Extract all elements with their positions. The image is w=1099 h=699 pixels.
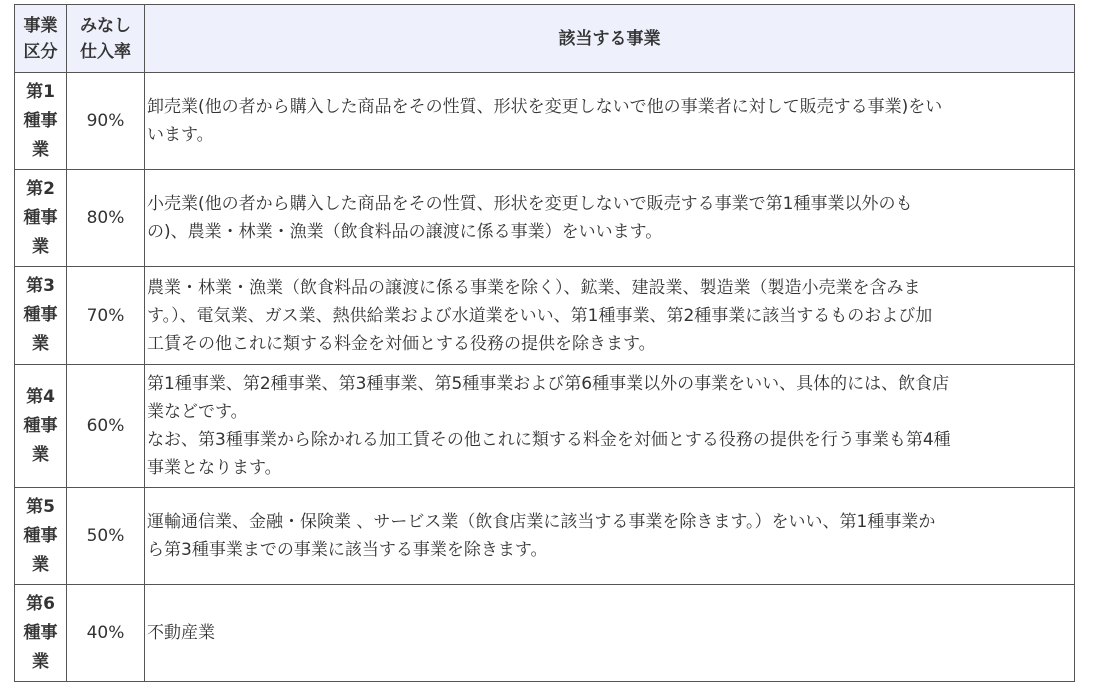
header-rate-line: 仕入率 bbox=[80, 41, 131, 62]
description-line: 不動産業 bbox=[147, 623, 215, 643]
description-cell bbox=[145, 170, 1075, 267]
header-business-category bbox=[15, 5, 67, 73]
rate-cell: 80% bbox=[67, 170, 145, 267]
rate-cell: 70% bbox=[67, 267, 145, 365]
table-header-row bbox=[15, 5, 1075, 73]
description-line: す。）、電気業、ガス業、熱供給業および水道業をいい、第1種事業、第2種事業に該当するものおよび加 bbox=[147, 305, 933, 326]
description-cell bbox=[145, 73, 1075, 170]
category-line: 第6 bbox=[26, 593, 55, 614]
description-line: います。 bbox=[147, 125, 214, 145]
header-category-line: 事業 bbox=[23, 15, 58, 36]
category-cell bbox=[15, 267, 67, 365]
category-line: 第4 bbox=[26, 386, 55, 407]
header-category-line: 区分 bbox=[23, 41, 58, 62]
description-line: 卸売業(他の者から購入した商品をその性質、形状を変更しないで他の事業者に対して販売する事業)をい bbox=[147, 97, 943, 117]
category-line: 第5 bbox=[26, 496, 55, 517]
rate-cell: 40% bbox=[67, 585, 145, 682]
rate-cell: 50% bbox=[67, 488, 145, 585]
category-line: 業 bbox=[32, 334, 49, 354]
category-line: 種事 bbox=[23, 305, 58, 325]
category-line: 第2 bbox=[26, 178, 55, 199]
table-row bbox=[15, 170, 1075, 267]
category-line: 種事 bbox=[23, 110, 58, 131]
category-cell bbox=[15, 73, 67, 170]
category-cell bbox=[15, 488, 67, 585]
category-line: 種事 bbox=[23, 207, 58, 228]
description-cell bbox=[145, 488, 1075, 585]
category-line: 種事 bbox=[23, 415, 58, 436]
header-deemed-purchase-rate bbox=[67, 5, 145, 73]
category-line: 第3 bbox=[26, 276, 55, 296]
category-cell bbox=[15, 585, 67, 682]
table-row bbox=[15, 488, 1075, 585]
table-row bbox=[15, 365, 1075, 488]
rate-cell: 90% bbox=[67, 73, 145, 170]
description-line: 業などです。 bbox=[147, 402, 248, 422]
category-cell bbox=[15, 170, 67, 267]
description-line: 事業となります。 bbox=[147, 458, 282, 478]
header-rate-line: みなし bbox=[80, 15, 131, 36]
category-line: 業 bbox=[32, 554, 49, 575]
category-line: 業 bbox=[32, 236, 49, 257]
description-line: なお、第3種事業から除かれる加工賃その他これに類する料金を対価とする役務の提供を行う事業も第4種 bbox=[147, 430, 951, 450]
description-cell bbox=[145, 585, 1075, 682]
description-cell bbox=[145, 365, 1075, 488]
description-line: 運輸通信業、金融・保険業 、サービス業（飲食店業に該当する事業を除きます。）をいい、第1種事業か bbox=[147, 512, 936, 532]
table-row bbox=[15, 73, 1075, 170]
table-row bbox=[15, 585, 1075, 682]
category-cell bbox=[15, 365, 67, 488]
rate-cell: 60% bbox=[67, 365, 145, 488]
description-line: ら第3種事業までの事業に該当する事業を除きます。 bbox=[147, 540, 548, 560]
category-line: 業 bbox=[32, 139, 49, 160]
description-cell bbox=[145, 267, 1075, 365]
simplified-tax-rate-table bbox=[14, 4, 1075, 682]
category-line: 種事 bbox=[23, 525, 58, 546]
category-line: 第1 bbox=[26, 81, 55, 102]
description-line: 工賃その他これに類する料金を対価とする役務の提供を除きます。 bbox=[147, 333, 656, 354]
table-row bbox=[15, 267, 1075, 365]
description-line: 農業・林業・漁業（飲食料品の譲渡に係る事業を除く）、鉱業、建設業、製造業（製造小売業を含みま bbox=[147, 277, 921, 298]
category-line: 種事 bbox=[23, 622, 58, 643]
category-line: 業 bbox=[32, 651, 49, 672]
header-applicable-business: 該当する事業 bbox=[145, 5, 1075, 73]
description-line: 第1種事業、第2種事業、第3種事業、第5種事業および第6種事業以外の事業をいい、具体的には、飲食店 bbox=[147, 374, 950, 394]
description-line: の)、農業・林業・漁業（飲食料品の譲渡に係る事業）をいいます。 bbox=[147, 222, 663, 242]
description-line: 小売業(他の者から購入した商品をその性質、形状を変更しないで販売する事業で第1種事業以外のも bbox=[147, 194, 913, 214]
category-line: 業 bbox=[32, 444, 49, 465]
